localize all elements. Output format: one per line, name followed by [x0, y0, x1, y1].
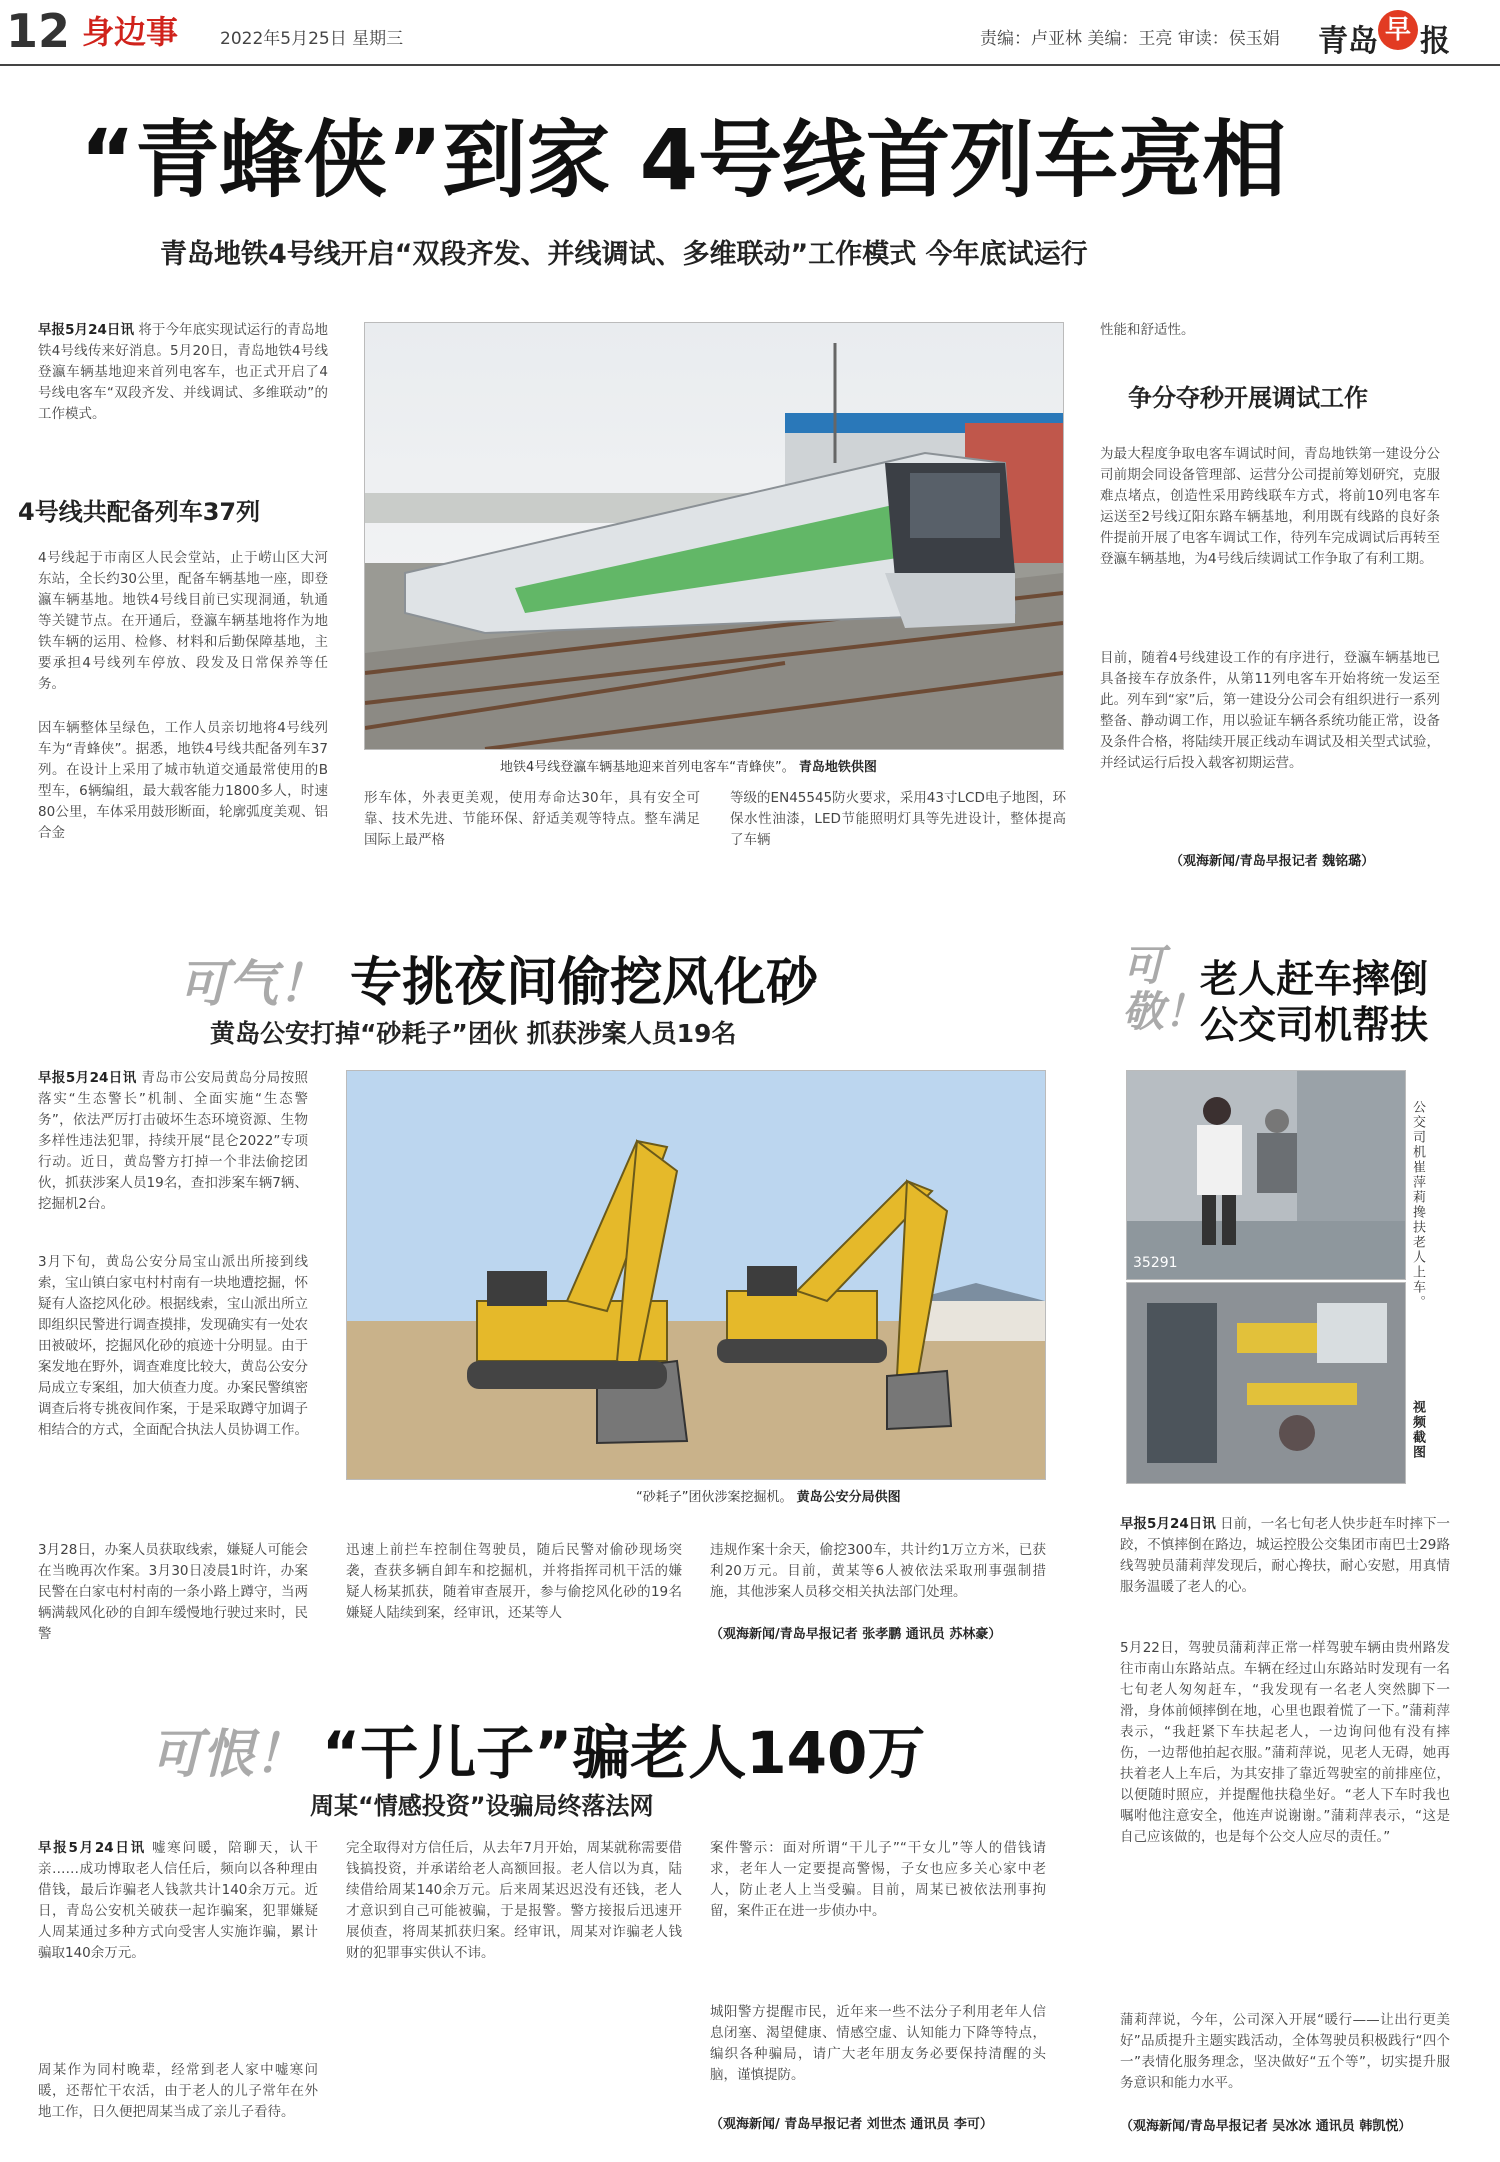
story3-kicker-1: 可: [1122, 941, 1165, 990]
story3-headline-2: 公交司机帮扶: [1200, 1003, 1429, 1047]
story2-subheadline: 黄岛公安打掉“砂耗子”团伙 抓获涉案人员19名: [210, 1019, 737, 1048]
story2-body-1b: 3月下旬，黄岛公安分局宝山派出所接到线索，宝山镇白家屯村村南有一块地遭挖掘，怀疑有人盗挖风化砂。根据线索，宝山派出所立即组织民警进行调查摸排，发现确实有一处农田被破坏，挖掘风化砂的痕迹十分明显。由于案发地在野外，调查难度比较大，黄岛公安分局成立专案组，加大侦查力度。办案民警缜密调查后将专挑夜间作案，于是采取蹲守加调子相结合的方式，全面配合执法人员协调工作。: [38, 1254, 308, 1438]
story3-vertical-credit: 视频截图: [1410, 1400, 1425, 1460]
story3-kicker-2: 敬！: [1122, 987, 1207, 1036]
story1-body-mid-1: 形车体，外表更美观，使用寿命达30年，具有安全可靠、技术先进、节能环保、舒适美观等特点。整车满足国际上最严格: [364, 790, 700, 848]
story1-body-right-top: 性能和舒适性。: [1100, 322, 1195, 338]
story2-body-1-text: 青岛市公安局黄岛分局按照落实“生态警长”机制、全面实施“生态警务”，依法严厉打击破坏生态环境资源、生物多样性违法犯罪，持续开展“昆仑2022”专项行动。近日，黄岛警方打掉一个非法偷挖团伙，抓获涉案人员19名，查扣涉案车辆7辆、挖掘机2台。: [38, 1070, 308, 1212]
story1-dateline: 早报5月24日讯: [38, 322, 135, 338]
story2-headline: 专挑夜间偷挖风化砂: [350, 953, 819, 1013]
metro-train-illustration: [365, 323, 1063, 749]
story1-subheadline: 青岛地铁4号线开启“双段齐发、并线调试、多维联动”工作模式 今年底试运行: [160, 239, 1088, 270]
story4-subheadline: 周某“情感投资”设骗局终落法网: [310, 1792, 654, 1820]
story1-body-2b: 目前，随着4号线建设工作的有序进行，登瀛车辆基地已具备接车存放条件，从第11列电客车开始将统一发运至此。列车到“家”后，第一建设分公司会有组织进行一系列整备、静动调工作，用以验证车辆各系统功能正常，设备及条件合格，将陆续开展正线动车调试及相关型式试验，并经试运行后投入载客初期运营。: [1100, 650, 1440, 771]
story4-headline: “干儿子”骗老人140万: [322, 1719, 926, 1787]
story4-dateline: 早报5月24日讯: [38, 1840, 146, 1856]
masthead: [0, 0, 1500, 66]
story2-kicker: 可气！: [178, 955, 328, 1013]
story3-body-2: 5月22日，驾驶员蒲莉萍正常一样驾驶车辆由贵州路发往市南山东路站点。车辆在经过山东路站时发现有一名七旬老人匆匆赶车，“我发现有一名老人突然脚下一滑，身体前倾摔倒在地，心里也跟着慌了一下。”蒲莉萍表示，“我赶紧下车扶起老人，一边询问他有没有摔伤，一边帮他拍起衣服。”蒲莉萍说，见老人无碍，她再扶着老人上车后，为其安排了靠近驾驶室的前排座位，以便随时照应，并提醒他扶稳坐好。“老人下车时我也嘱咐他注意安全，他连声说谢谢。”蒲莉萍表示，“这是自己应该做的，也是每个公交人应尽的责任。”: [1120, 1640, 1450, 1845]
story4-body-mid: 完全取得对方信任后，从去年7月开始，周某就称需要借钱搞投资，并承诺给老人高额回报。老人信以为真，陆续借给周某140余万元。后来周某迟迟没有还钱，老人才意识到自己可能被骗，于是报警。警方接报后迅速开展侦查，将周某抓获归案。经审讯，周某对诈骗老人钱财的犯罪事实供认不讳。: [346, 1840, 682, 1961]
story3-body-1-text: 日前，一名七旬老人快步赶车时摔下一跤，不慎摔倒在路边，城运控股公交集团市南巴士29路线驾驶员蒲莉萍发现后，耐心搀扶，耐心安慰，用真情服务温暖了老人的心。: [1120, 1516, 1450, 1595]
story1-subhead-1: 4号线共配备列车37列: [18, 498, 261, 526]
story3-photo-bottom: [1126, 1282, 1406, 1484]
story4-byline-1: （观海新闻/: [710, 2117, 780, 2132]
story3-vertical-caption: 公交司机崔萍莉搀扶老人上车。: [1410, 1100, 1425, 1310]
story1-caption-text: 地铁4号线登瀛车辆基地迎来首列电客车“青蜂侠”。: [500, 760, 795, 775]
story1-body-mid-2: 等级的EN45545防火要求，采用43寸LCD电子地图，环保水性油漆，LED节能照明灯具等先进设计，整体提高了车辆: [730, 790, 1066, 848]
story3-photo-timestamp: 35291: [1133, 1255, 1178, 1271]
story2-body-1c: 3月28日，办案人员获取线索，嫌疑人可能会在当晚再次作案。3月30日凌晨1时许，办案民警在白家屯村村南的一条小路上蹲守，当两辆满载风化砂的自卸车缓慢地行驶过来时，民警: [38, 1542, 308, 1642]
story1-photo-caption: [500, 756, 877, 775]
newspaper-logo-badge: 早: [1378, 10, 1418, 50]
story3-dateline: 早报5月24日讯: [1120, 1516, 1216, 1532]
story4-body-1b: 周某作为同村晚辈，经常到老人家中嘘寒问暖，还帮忙干农活，由于老人的儿子常年在外地工作，日久便把周某当成了亲儿子看待。: [38, 2062, 318, 2120]
story2-body-1: [38, 1068, 308, 1246]
story1-subhead-2: 争分夺秒开展调试工作: [1128, 384, 1368, 412]
story1-body-1b: 因车辆整体呈绿色，工作人员亲切地将4号线列车为“青蜂侠”。据悉，地铁4号线共配备列车37列。在设计上采用了城市轨道交通最常使用的B型车，6辆编组，最大载客能力1800多人，时速80公里，车体采用鼓形断面，轮廓弧度美观、铝合金: [38, 720, 328, 841]
cctv-frame-illustration: [1127, 1071, 1405, 1279]
story1-photo-credit: 青岛地铁供图: [798, 760, 877, 775]
story2-dateline: 早报5月24日讯: [38, 1070, 137, 1086]
newspaper-logo: 青岛: [1318, 24, 1378, 59]
story2-body-mid-1: 迅速上前拦车控制住驾驶员，随后民警对偷砂现场突袭，查获多辆自卸车和挖掘机，并将指挥司机干活的嫌疑人杨某抓获，随着审查展开，参与偷挖风化砂的19名嫌疑人陆续到案，经审讯，还某等人: [346, 1542, 682, 1621]
excavators-illustration: [347, 1071, 1045, 1479]
story2-body-mid-2: 违规作案十余天，偷挖300车，共计约1万立方米，已获利20万元。目前，黄某等6人被依法采取刑事强制措施，其他涉案人员移交相关执法部门处理。: [710, 1542, 1046, 1600]
staff-credits: 责编：卢亚林 美编：王亮 审读：侯玉娟: [980, 29, 1280, 49]
story1-byline: （观海新闻/青岛早报记者 魏铭璐）: [1170, 854, 1375, 869]
story1-lead-text: 将于今年底实现试运行的青岛地铁4号线传来好消息。5月20日，青岛地铁4号线登瀛车辆基地迎来首列电客车，也正式开启了4号线电客车“双段齐发、并线调试、多维联动”的工作模式。: [38, 322, 328, 422]
story1-lead: [38, 320, 328, 470]
story4-byline-2: 青岛早报记者 刘世杰 通讯员 李可）: [784, 2117, 993, 2132]
story3-body-1: [1120, 1514, 1450, 1634]
story4-body-right-2: 城阳警方提醒市民，近年来一些不法分子利用老年人信息闭塞、渴望健康、情感空虚、认知能力下降等特点，编织各种骗局，请广大老年朋友务必要保持清醒的头脑，谨慎提防。: [710, 2004, 1046, 2083]
story2-photo: [346, 1070, 1046, 1480]
story4-kicker: 可恨！: [150, 1725, 307, 1785]
story4-body-right: 案件警示：面对所谓“干儿子”“干女儿”等人的借钱请求，老年人一定要提高警惕，子女也应多关心家中老人，防止老人上当受骗。目前，周某已被依法刑事拘留，案件正在进一步侦办中。: [710, 1840, 1046, 1919]
story2-byline: （观海新闻/青岛早报记者 张孝鹏 通讯员 苏林豪）: [710, 1627, 1002, 1642]
newspaper-logo-suffix: 报: [1420, 24, 1450, 59]
story1-headline: “青蜂侠”到家 4号线首列车亮相: [80, 111, 1287, 209]
story3-headline-1: 老人赶车摔倒: [1200, 957, 1429, 1001]
bus-interior-illustration: [1127, 1283, 1405, 1483]
story4-byline: [710, 2114, 1046, 2136]
story4-body-1: [38, 1838, 318, 2054]
story1-photo: [364, 322, 1064, 750]
story2-photo-caption: [636, 1486, 901, 1505]
story2-caption-text: “砂耗子”团伙涉案挖掘机。: [636, 1490, 793, 1505]
story1-body-2: 为最大程度争取电客车调试时间，青岛地铁第一建设分公司前期会同设备管理部、运营分公司提前筹划研究，克服难点堵点，创造性采用跨线联车方式，将前10列电客车运送至2号线辽阳东路车辆基地，利用既有线路的良好条件提前开展了电客车调试工作，待列车完成调试后再转至登瀛车辆基地，为4号线后续调试工作争取了有利工期。: [1100, 446, 1440, 567]
story3-body-3: 蒲莉萍说，今年，公司深入开展“暖行——让出行更美好”品质提升主题实践活动，全体驾驶员积极践行“四个一”表情化服务理念，坚决做好“五个等”，切实提升服务意识和能力水平。: [1120, 2012, 1450, 2091]
story3-photo-top: [1126, 1070, 1406, 1280]
page-number: 12: [6, 4, 71, 58]
story3-byline: （观海新闻/青岛早报记者 吴冰冰 通讯员 韩凯悦）: [1120, 2119, 1412, 2134]
section-name: 身边事: [82, 13, 179, 51]
story1-body-1: 4号线起于市南区人民会堂站，止于崂山区大河东站，全长约30公里，配备车辆基地一座，即登瀛车辆基地。地铁4号线目前已实现洞通，轨通等关键节点。在开通后，登瀛车辆基地将作为地铁车辆的运用、检修、材料和后勤保障基地，主要承担4号线列车停放、段发及日常保养等任务。: [38, 550, 328, 692]
issue-date: 2022年5月25日 星期三: [220, 29, 404, 49]
story2-photo-credit: 黄岛公安分局供图: [796, 1490, 901, 1505]
story4-body-1-text: 嘘寒问暖，陪聊天，认干亲……成功博取老人信任后，频向以各种理由借钱，最后诈骗老人钱款共计140余万元。近日，青岛公安机关破获一起诈骗案，犯罪嫌疑人周某通过多种方式向受害人实施诈骗，累计骗取140余万元。: [38, 1840, 318, 1961]
